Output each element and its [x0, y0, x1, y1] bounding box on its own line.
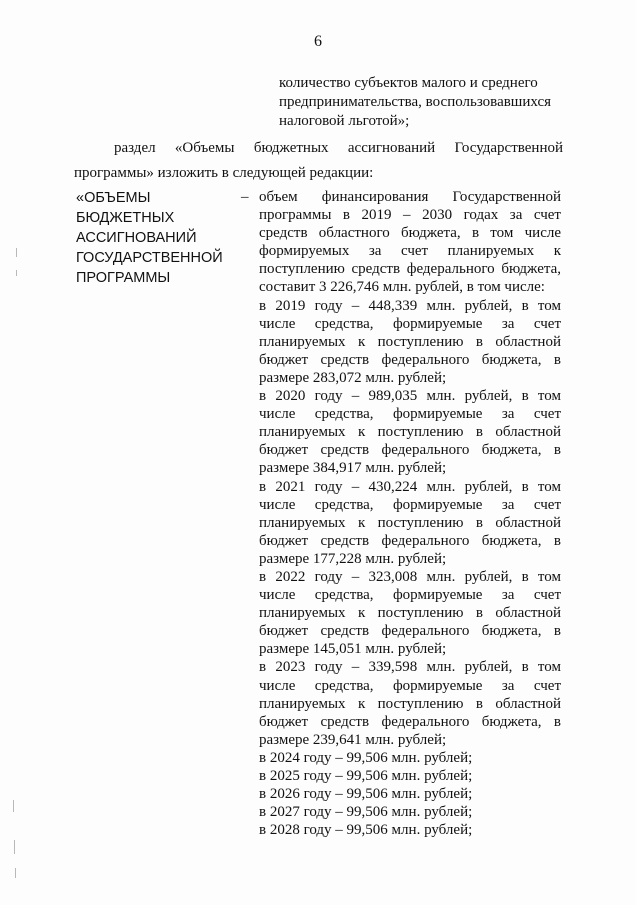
text-line: количество субъектов малого и среднего [279, 75, 538, 91]
funding-line: планируемых к поступлению в областной [259, 514, 561, 531]
amendment-paragraph [74, 136, 563, 186]
column-dash: – [241, 189, 249, 205]
page-number: 6 [314, 33, 322, 50]
scan-margin-mark [15, 868, 16, 878]
funding-line: в 2025 году – 99,506 млн. рублей; [259, 768, 473, 784]
funding-line: в 2023 году – 339,598 млн. рублей, в том [259, 659, 561, 676]
funding-line: в 2028 году – 99,506 млн. рублей; [259, 822, 473, 839]
funding-line: в 2027 году – 99,506 млн. рублей; [259, 804, 473, 821]
funding-line: размере 177,228 млн. рублей; [259, 550, 447, 567]
funding-line: планируемых к поступлению в областной [259, 333, 561, 350]
funding-line: в 2024 году – 99,506 млн. рублей; [259, 749, 473, 766]
text-line: предпринимательства, воспользовавшихся [279, 94, 552, 110]
funding-line: составит 3 226,746 млн. рублей, в том числе: [259, 279, 545, 296]
paragraph-line-2: программы» изложить в следующей редакции: [74, 165, 374, 181]
funding-line: размере 239,641 млн. рублей; [259, 731, 447, 748]
scan-margin-mark [13, 800, 14, 812]
funding-line: числе средства, формируемые за счет [259, 406, 561, 423]
funding-line: планируемых к поступлению в областной [259, 424, 561, 441]
funding-line: числе средства, формируемые за счет [259, 496, 561, 513]
funding-line: планируемых к поступлению в областной [259, 605, 561, 622]
scan-margin-mark [16, 270, 17, 276]
funding-line: бюджет средств федерального бюджета, в [259, 713, 561, 730]
funding-line: в 2026 году – 99,506 млн. рублей; [259, 786, 473, 803]
funding-line: числе средства, формируемые за счет [259, 677, 561, 694]
funding-line: средств областного бюджета, в том числе [259, 225, 561, 242]
funding-description [259, 188, 561, 839]
scan-margin-mark [16, 248, 17, 257]
funding-line: бюджет средств федерального бюджета, в [259, 532, 561, 549]
funding-line: объем финансирования Государственной [259, 189, 561, 205]
scan-margin-mark [14, 840, 15, 854]
paragraph-line-1: раздел «Объемы бюджетных ассигнований Государственной [114, 140, 563, 156]
heading-line: ПРОГРАММЫ [76, 270, 171, 286]
heading-line: «ОБЪЕМЫ [76, 190, 151, 206]
funding-line: числе средства, формируемые за счет [259, 315, 561, 332]
section-heading [76, 188, 261, 288]
funding-line: в 2019 году – 448,339 млн. рублей, в том [259, 297, 561, 314]
funding-line: планируемых к поступлению в областной [259, 695, 561, 712]
continued-text-block [279, 74, 559, 131]
heading-line: БЮДЖЕТНЫХ [76, 210, 175, 226]
funding-line: в 2020 году – 989,035 млн. рублей, в том [259, 388, 561, 405]
funding-line: размере 145,051 млн. рублей; [259, 641, 447, 658]
funding-line: в 2022 году – 323,008 млн. рублей, в том [259, 568, 561, 585]
funding-line: формируемых за счет планируемых к [259, 243, 561, 260]
funding-line: в 2021 году – 430,224 млн. рублей, в том [259, 478, 561, 495]
funding-line: бюджет средств федерального бюджета, в [259, 623, 561, 640]
heading-line: АССИГНОВАНИЙ [76, 230, 197, 246]
funding-line: бюджет средств федерального бюджета, в [259, 351, 561, 368]
text-line: налоговой льготой»; [279, 113, 410, 129]
heading-line: ГОСУДАРСТВЕННОЙ [76, 250, 223, 266]
funding-line: программы в 2019 – 2030 годах за счет [259, 207, 561, 224]
funding-line: поступлению средств федерального бюджета, [259, 261, 561, 278]
funding-line: бюджет средств федерального бюджета, в [259, 442, 561, 459]
funding-line: размере 384,917 млн. рублей; [259, 460, 447, 477]
funding-line: числе средства, формируемые за счет [259, 587, 561, 604]
funding-line: размере 283,072 млн. рублей; [259, 369, 447, 386]
